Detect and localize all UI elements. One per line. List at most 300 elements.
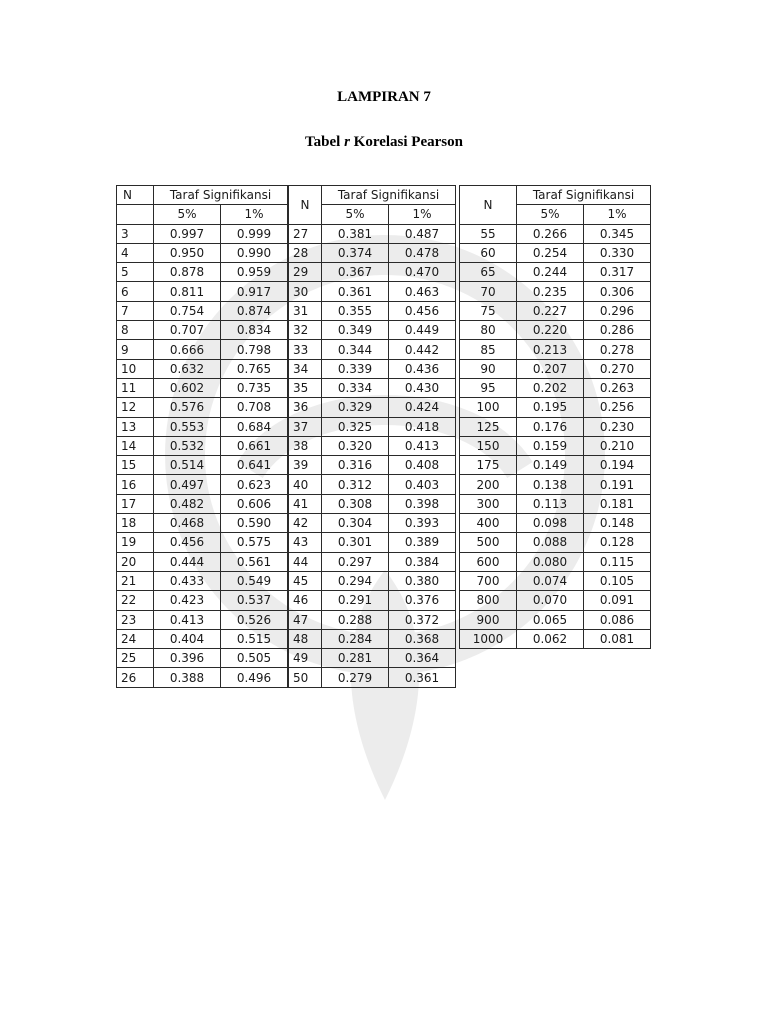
r-5-percent-cell: 0.811	[154, 282, 221, 301]
r-5-percent-cell: 0.878	[154, 263, 221, 282]
r-1-percent-cell: 0.549	[221, 571, 288, 590]
r-5-percent-cell: 0.456	[154, 533, 221, 552]
r-1-percent-cell: 0.380	[389, 571, 456, 590]
table-row	[117, 649, 288, 668]
table-row	[289, 436, 456, 455]
n-value-cell: 48	[289, 629, 322, 648]
r-1-percent-cell: 0.735	[221, 378, 288, 397]
n-value-cell: 65	[460, 263, 517, 282]
table-row	[460, 301, 651, 320]
r-1-percent-cell: 0.661	[221, 436, 288, 455]
table-row	[289, 552, 456, 571]
table-row	[460, 571, 651, 590]
r-5-percent-cell: 0.754	[154, 301, 221, 320]
n-header: N	[460, 186, 517, 225]
r-1-percent-cell: 0.105	[584, 571, 651, 590]
r-5-percent-cell: 0.344	[322, 340, 389, 359]
r-1-percent-cell: 0.413	[389, 436, 456, 455]
table-row	[460, 359, 651, 378]
r-1-percent-cell: 0.505	[221, 649, 288, 668]
n-value-cell: 20	[117, 552, 154, 571]
table-row	[289, 243, 456, 262]
r-5-percent-cell: 0.266	[517, 224, 584, 243]
r-1-percent-cell: 0.364	[389, 649, 456, 668]
n-value-cell: 18	[117, 514, 154, 533]
table-row	[460, 629, 651, 648]
r-1-percent-cell: 0.449	[389, 321, 456, 340]
table-row	[460, 494, 651, 513]
table-row	[117, 321, 288, 340]
r-1-percent-cell: 0.515	[221, 629, 288, 648]
r-5-percent-cell: 0.468	[154, 514, 221, 533]
r-1-percent-cell: 0.296	[584, 301, 651, 320]
r-1-percent-cell: 0.194	[584, 456, 651, 475]
r-5-percent-cell: 0.195	[517, 398, 584, 417]
r-1-percent-cell: 0.403	[389, 475, 456, 494]
n-value-cell: 49	[289, 649, 322, 668]
table-row	[117, 552, 288, 571]
table-row	[117, 571, 288, 590]
r-5-percent-cell: 0.213	[517, 340, 584, 359]
table-row	[460, 417, 651, 436]
r-1-percent-cell: 0.874	[221, 301, 288, 320]
r-5-percent-cell: 0.355	[322, 301, 389, 320]
r-5-percent-cell: 0.254	[517, 243, 584, 262]
n-value-cell: 150	[460, 436, 517, 455]
r-1-percent-cell: 0.181	[584, 494, 651, 513]
n-header: N	[289, 186, 322, 225]
n-value-cell: 17	[117, 494, 154, 513]
table-row	[289, 475, 456, 494]
table-row	[117, 456, 288, 475]
r-1-percent-cell: 0.389	[389, 533, 456, 552]
table-row	[460, 282, 651, 301]
r-5-percent-cell: 0.381	[322, 224, 389, 243]
table-row	[289, 571, 456, 590]
table-row	[460, 610, 651, 629]
n-value-cell: 44	[289, 552, 322, 571]
n-value-cell: 85	[460, 340, 517, 359]
table-row	[460, 378, 651, 397]
table-row	[117, 591, 288, 610]
n-value-cell: 500	[460, 533, 517, 552]
n-value-cell: 15	[117, 456, 154, 475]
r-5-percent-cell: 0.202	[517, 378, 584, 397]
r-5-percent-cell: 0.301	[322, 533, 389, 552]
r-5-percent-cell: 0.367	[322, 263, 389, 282]
table-row	[117, 417, 288, 436]
n-value-cell: 35	[289, 378, 322, 397]
r-5-percent-cell: 0.576	[154, 398, 221, 417]
r-1-percent-cell: 0.372	[389, 610, 456, 629]
r-5-percent-cell: 0.244	[517, 263, 584, 282]
n-value-cell: 21	[117, 571, 154, 590]
r-1-percent-cell: 0.606	[221, 494, 288, 513]
r-5-percent-cell: 0.514	[154, 456, 221, 475]
n-value-cell: 95	[460, 378, 517, 397]
r-1-percent-cell: 0.270	[584, 359, 651, 378]
n-header-blank	[117, 205, 154, 224]
n-value-cell: 300	[460, 494, 517, 513]
n-value-cell: 100	[460, 398, 517, 417]
n-value-cell: 90	[460, 359, 517, 378]
r-5-percent-cell: 0.304	[322, 514, 389, 533]
r-5-percent-cell: 0.227	[517, 301, 584, 320]
n-value-cell: 900	[460, 610, 517, 629]
table-row	[117, 398, 288, 417]
r-1-percent-cell: 0.959	[221, 263, 288, 282]
n-value-cell: 75	[460, 301, 517, 320]
r-5-percent-cell: 0.329	[322, 398, 389, 417]
n-value-cell: 26	[117, 668, 154, 687]
table-row	[117, 359, 288, 378]
r-5-percent-cell: 0.080	[517, 552, 584, 571]
significance-header: Taraf Signifikansi	[517, 186, 651, 205]
r-5-percent-cell: 0.404	[154, 629, 221, 648]
table-row	[117, 629, 288, 648]
table-row	[460, 224, 651, 243]
table-row	[460, 340, 651, 359]
table-row	[117, 340, 288, 359]
n-value-cell: 28	[289, 243, 322, 262]
r-1-percent-cell: 0.917	[221, 282, 288, 301]
r-1-percent-cell: 0.230	[584, 417, 651, 436]
n-value-cell: 27	[289, 224, 322, 243]
table-row	[289, 378, 456, 397]
r-5-percent-cell: 0.291	[322, 591, 389, 610]
r-5-percent-cell: 0.349	[322, 321, 389, 340]
r-1-percent-cell: 0.561	[221, 552, 288, 571]
r-5-percent-cell: 0.707	[154, 321, 221, 340]
n-value-cell: 9	[117, 340, 154, 359]
header-1-percent: 1%	[584, 205, 651, 224]
r-5-percent-cell: 0.553	[154, 417, 221, 436]
r-1-percent-cell: 0.086	[584, 610, 651, 629]
table-row	[289, 533, 456, 552]
header-5-percent: 5%	[154, 205, 221, 224]
r-5-percent-cell: 0.113	[517, 494, 584, 513]
table-row	[117, 436, 288, 455]
r-1-percent-cell: 0.496	[221, 668, 288, 687]
r-5-percent-cell: 0.497	[154, 475, 221, 494]
r-1-percent-cell: 0.487	[389, 224, 456, 243]
n-value-cell: 22	[117, 591, 154, 610]
n-value-cell: 13	[117, 417, 154, 436]
n-value-cell: 14	[117, 436, 154, 455]
n-value-cell: 800	[460, 591, 517, 610]
r-1-percent-cell: 0.478	[389, 243, 456, 262]
r-1-percent-cell: 0.442	[389, 340, 456, 359]
table-row	[289, 668, 456, 687]
table-row	[460, 552, 651, 571]
r-5-percent-cell: 0.235	[517, 282, 584, 301]
r-5-percent-cell: 0.482	[154, 494, 221, 513]
r-1-percent-cell: 0.081	[584, 629, 651, 648]
table-row	[289, 398, 456, 417]
r-1-percent-cell: 0.345	[584, 224, 651, 243]
r-5-percent-cell: 0.138	[517, 475, 584, 494]
r-1-percent-cell: 0.708	[221, 398, 288, 417]
n-value-cell: 600	[460, 552, 517, 571]
n-value-cell: 33	[289, 340, 322, 359]
r-1-percent-cell: 0.408	[389, 456, 456, 475]
table-row	[289, 359, 456, 378]
r-5-percent-cell: 0.316	[322, 456, 389, 475]
r-5-percent-cell: 0.308	[322, 494, 389, 513]
n-value-cell: 16	[117, 475, 154, 494]
header-1-percent: 1%	[389, 205, 456, 224]
n-value-cell: 38	[289, 436, 322, 455]
r-5-percent-cell: 0.159	[517, 436, 584, 455]
n-value-cell: 29	[289, 263, 322, 282]
n-value-cell: 400	[460, 514, 517, 533]
r-1-percent-cell: 0.210	[584, 436, 651, 455]
r-1-percent-cell: 0.115	[584, 552, 651, 571]
caption-suffix: Korelasi Pearson	[349, 134, 463, 150]
n-value-cell: 46	[289, 591, 322, 610]
n-value-cell: 6	[117, 282, 154, 301]
table-row	[460, 263, 651, 282]
r-5-percent-cell: 0.065	[517, 610, 584, 629]
r-1-percent-cell: 0.456	[389, 301, 456, 320]
caption-r-symbol: r	[344, 134, 350, 150]
r-1-percent-cell: 0.128	[584, 533, 651, 552]
r-1-percent-cell: 0.834	[221, 321, 288, 340]
n-value-cell: 45	[289, 571, 322, 590]
table-row	[460, 398, 651, 417]
r-5-percent-cell: 0.149	[517, 456, 584, 475]
header-1-percent: 1%	[221, 205, 288, 224]
table-row	[289, 610, 456, 629]
r-1-percent-cell: 0.684	[221, 417, 288, 436]
table-row	[289, 514, 456, 533]
table-row	[460, 475, 651, 494]
r-1-percent-cell: 0.330	[584, 243, 651, 262]
n-value-cell: 4	[117, 243, 154, 262]
r-1-percent-cell: 0.430	[389, 378, 456, 397]
n-value-cell: 50	[289, 668, 322, 687]
n-value-cell: 30	[289, 282, 322, 301]
r-1-percent-cell: 0.641	[221, 456, 288, 475]
table-row	[117, 610, 288, 629]
n-value-cell: 11	[117, 378, 154, 397]
r-1-percent-cell: 0.798	[221, 340, 288, 359]
r-1-percent-cell: 0.398	[389, 494, 456, 513]
table-row	[460, 591, 651, 610]
n-value-cell: 8	[117, 321, 154, 340]
n-value-cell: 200	[460, 475, 517, 494]
r-1-percent-cell: 0.286	[584, 321, 651, 340]
r-5-percent-cell: 0.950	[154, 243, 221, 262]
table-row	[289, 629, 456, 648]
n-value-cell: 43	[289, 533, 322, 552]
n-value-cell: 7	[117, 301, 154, 320]
header-5-percent: 5%	[322, 205, 389, 224]
table-row	[289, 340, 456, 359]
r-1-percent-cell: 0.418	[389, 417, 456, 436]
r-1-percent-cell: 0.384	[389, 552, 456, 571]
n-value-cell: 5	[117, 263, 154, 282]
r-5-percent-cell: 0.532	[154, 436, 221, 455]
r-5-percent-cell: 0.070	[517, 591, 584, 610]
r-1-percent-cell: 0.393	[389, 514, 456, 533]
r-5-percent-cell: 0.062	[517, 629, 584, 648]
n-value-cell: 1000	[460, 629, 517, 648]
r-5-percent-cell: 0.312	[322, 475, 389, 494]
n-value-cell: 700	[460, 571, 517, 590]
n-value-cell: 60	[460, 243, 517, 262]
r-5-percent-cell: 0.602	[154, 378, 221, 397]
r-1-percent-cell: 0.424	[389, 398, 456, 417]
table-row	[460, 436, 651, 455]
r-5-percent-cell: 0.098	[517, 514, 584, 533]
r-5-percent-cell: 0.433	[154, 571, 221, 590]
table-row	[117, 668, 288, 687]
r-5-percent-cell: 0.339	[322, 359, 389, 378]
n-value-cell: 80	[460, 321, 517, 340]
n-value-cell: 41	[289, 494, 322, 513]
n-value-cell: 19	[117, 533, 154, 552]
r-5-percent-cell: 0.288	[322, 610, 389, 629]
table-row	[117, 301, 288, 320]
n-value-cell: 55	[460, 224, 517, 243]
n-value-cell: 125	[460, 417, 517, 436]
n-value-cell: 70	[460, 282, 517, 301]
table-row	[117, 263, 288, 282]
table-row	[289, 321, 456, 340]
n-value-cell: 40	[289, 475, 322, 494]
r-5-percent-cell: 0.281	[322, 649, 389, 668]
n-header: N	[117, 186, 154, 205]
r-5-percent-cell: 0.297	[322, 552, 389, 571]
r-5-percent-cell: 0.294	[322, 571, 389, 590]
n-value-cell: 23	[117, 610, 154, 629]
r-5-percent-cell: 0.374	[322, 243, 389, 262]
r-5-percent-cell: 0.320	[322, 436, 389, 455]
r-1-percent-cell: 0.263	[584, 378, 651, 397]
n-value-cell: 10	[117, 359, 154, 378]
n-value-cell: 34	[289, 359, 322, 378]
r-1-percent-cell: 0.306	[584, 282, 651, 301]
table-row	[289, 224, 456, 243]
table-row	[289, 591, 456, 610]
r-1-percent-cell: 0.278	[584, 340, 651, 359]
table-row	[117, 282, 288, 301]
r-1-percent-cell: 0.990	[221, 243, 288, 262]
table-row	[117, 514, 288, 533]
r-1-percent-cell: 0.148	[584, 514, 651, 533]
r-5-percent-cell: 0.666	[154, 340, 221, 359]
r-5-percent-cell: 0.396	[154, 649, 221, 668]
significance-header: Taraf Signifikansi	[322, 186, 456, 205]
n-value-cell: 25	[117, 649, 154, 668]
table-row	[460, 533, 651, 552]
r-table-block-1	[116, 185, 288, 688]
r-5-percent-cell: 0.334	[322, 378, 389, 397]
r-5-percent-cell: 0.413	[154, 610, 221, 629]
table-row	[289, 494, 456, 513]
table-row	[117, 224, 288, 243]
r-1-percent-cell: 0.470	[389, 263, 456, 282]
r-1-percent-cell: 0.317	[584, 263, 651, 282]
table-row	[117, 494, 288, 513]
table-row	[117, 475, 288, 494]
r-1-percent-cell: 0.463	[389, 282, 456, 301]
table-row	[289, 417, 456, 436]
n-value-cell: 175	[460, 456, 517, 475]
r-1-percent-cell: 0.999	[221, 224, 288, 243]
n-value-cell: 42	[289, 514, 322, 533]
r-5-percent-cell: 0.361	[322, 282, 389, 301]
n-value-cell: 31	[289, 301, 322, 320]
r-1-percent-cell: 0.537	[221, 591, 288, 610]
n-value-cell: 3	[117, 224, 154, 243]
table-row	[117, 378, 288, 397]
table-row	[289, 282, 456, 301]
n-value-cell: 36	[289, 398, 322, 417]
n-value-cell: 37	[289, 417, 322, 436]
n-value-cell: 47	[289, 610, 322, 629]
table-row	[289, 649, 456, 668]
r-1-percent-cell: 0.376	[389, 591, 456, 610]
header-5-percent: 5%	[517, 205, 584, 224]
r-5-percent-cell: 0.325	[322, 417, 389, 436]
r-1-percent-cell: 0.590	[221, 514, 288, 533]
r-table-block-2	[288, 185, 456, 688]
table-row	[289, 263, 456, 282]
r-5-percent-cell: 0.632	[154, 359, 221, 378]
table-row	[289, 301, 456, 320]
table-row	[460, 321, 651, 340]
r-1-percent-cell: 0.368	[389, 629, 456, 648]
r-table-block-3	[459, 185, 651, 649]
significance-header: Taraf Signifikansi	[154, 186, 288, 205]
table-row	[460, 514, 651, 533]
r-1-percent-cell: 0.765	[221, 359, 288, 378]
table-row	[117, 533, 288, 552]
r-5-percent-cell: 0.444	[154, 552, 221, 571]
r-5-percent-cell: 0.176	[517, 417, 584, 436]
caption-prefix: Tabel	[305, 134, 345, 150]
r-5-percent-cell: 0.423	[154, 591, 221, 610]
page-heading: LAMPIRAN 7	[337, 89, 431, 105]
n-value-cell: 12	[117, 398, 154, 417]
r-1-percent-cell: 0.361	[389, 668, 456, 687]
table-caption	[0, 134, 768, 151]
table-row	[289, 456, 456, 475]
r-1-percent-cell: 0.575	[221, 533, 288, 552]
r-5-percent-cell: 0.997	[154, 224, 221, 243]
table-row	[117, 243, 288, 262]
r-5-percent-cell: 0.207	[517, 359, 584, 378]
r-5-percent-cell: 0.284	[322, 629, 389, 648]
r-1-percent-cell: 0.091	[584, 591, 651, 610]
r-5-percent-cell: 0.088	[517, 533, 584, 552]
r-5-percent-cell: 0.074	[517, 571, 584, 590]
table-row	[460, 243, 651, 262]
r-5-percent-cell: 0.279	[322, 668, 389, 687]
r-1-percent-cell: 0.436	[389, 359, 456, 378]
n-value-cell: 39	[289, 456, 322, 475]
n-value-cell: 24	[117, 629, 154, 648]
r-1-percent-cell: 0.623	[221, 475, 288, 494]
r-5-percent-cell: 0.388	[154, 668, 221, 687]
r-1-percent-cell: 0.256	[584, 398, 651, 417]
n-value-cell: 32	[289, 321, 322, 340]
r-1-percent-cell: 0.191	[584, 475, 651, 494]
r-5-percent-cell: 0.220	[517, 321, 584, 340]
table-row	[460, 456, 651, 475]
